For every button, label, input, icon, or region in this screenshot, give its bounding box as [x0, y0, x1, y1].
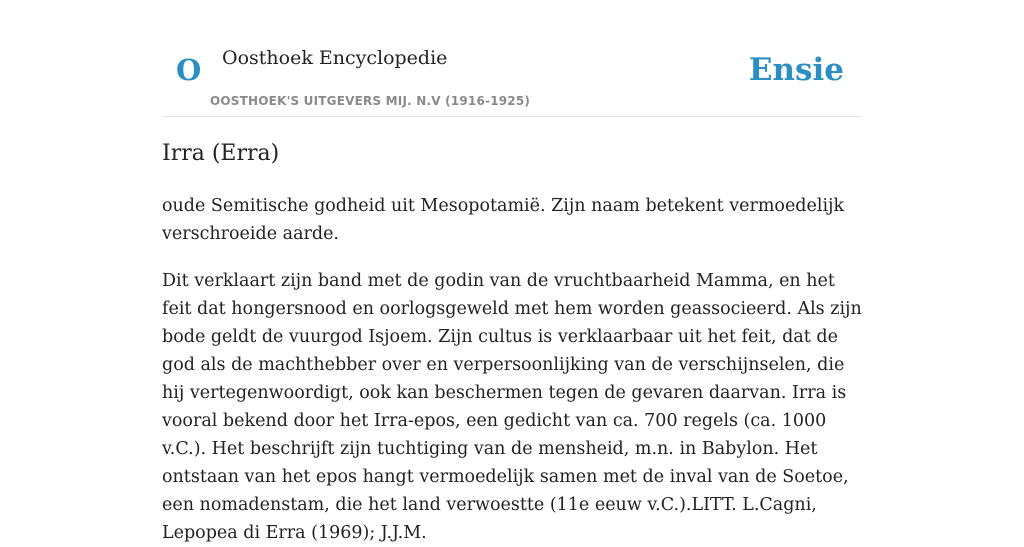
site-header: [162, 0, 862, 117]
source-logo[interactable]: O: [176, 53, 202, 87]
brand-logo-link[interactable]: Ensie: [748, 52, 844, 88]
entry-paragraph: oude Semitische godheid uit Mesopotamië. Zijn naam betekent vermoedelijk verschroeide aarde.: [162, 196, 845, 244]
source-subtitle: OOSTHOEK'S UITGEVERS MIJ. N.V (1916-1925): [210, 94, 531, 108]
entry-paragraph: Dit verklaart zijn band met de godin van de vruchtbaarheid Mamma, en het feit dat hongersnood en oorlogsgeweld met hem worden geassocieerd. Als zijn bode geldt de vuurgod Isjoem. Zijn cultus is verklaarbaar uit het feit, dat de god als de machthebber over en verpersoonlijking van de verschijnselen, die hij vertegenwoordigt, ook kan beschermen tegen de gevaren daarvan. Irra is vooral bekend door het Irra-epos, een gedicht van ca. 700 regels (ca. 1000 v.C.). Het beschrijft zijn tuchtiging van de mensheid, m.n. in Babylon. Het ontstaan van het epos hangt vermoedelijk samen met de inval van de Soetoe, een nomadenstam, die het land verwoestte (11e eeuw v.C.).LITT. L.Cagni, Lepopea di Erra (1969); J.J.M.: [162, 271, 862, 543]
source-title-link[interactable]: Oosthoek Encyclopedie: [222, 47, 448, 69]
entry-title: Irra (Erra): [162, 141, 280, 166]
page: [162, 0, 862, 543]
